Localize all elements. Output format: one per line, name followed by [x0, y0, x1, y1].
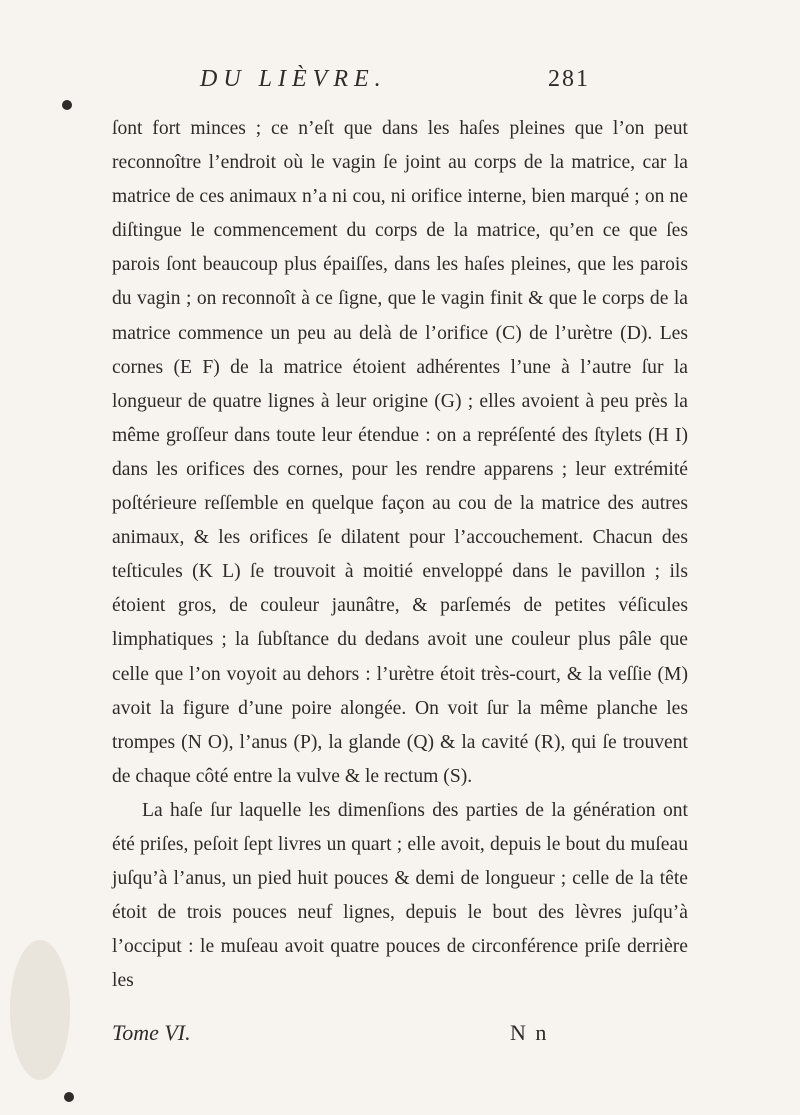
body-text	[112, 112, 688, 998]
page-footer	[112, 1020, 688, 1054]
ink-dot-mark	[64, 1092, 74, 1102]
volume-label: Tome VI.	[112, 1020, 191, 1045]
paragraph: ſont fort minces ; ce n’eſt que dans les haſes pleines que l’on peut reconnoître l’endroit où le vagin ſe joint au corps de la matrice, car la matrice de ces animaux n’a ni cou, ni orifice interne, bien marqué ; on ne diſtingue le commencement du corps de la matrice, qu’en ce que ſes parois ſont beaucoup plus épaiſſes, dans les haſes pleines, que les parois du vagin ; on reconnoît à ce ſigne, que le vagin finit & que le corps de la matrice commence un peu au delà de l’orifice (C) de l’urètre (D). Les cornes (E F) de la matrice étoient adhérentes l’une à l’autre ſur la longueur de quatre lignes à leur origine (G) ; elles avoient à peu près la même groſſeur dans toute leur étendue : on a repréſenté des ſtylets (H I) dans les orifices des cornes, pour les rendre apparens ; leur extrémité poſtérieure reſſemble en quelque façon au cou de la matrice des autres animaux, & les orifices ſe dilatent pour l’accouchement. Chacun des teſticules (K L) ſe trouvoit à moitié enveloppé dans le pavillon ; ils étoient gros, de couleur jaunâtre, & parſemés de petites véſicules limphatiques ; la ſubſtance du dedans avoit une couleur plus pâle que celle que l’on voyoit au dehors : l’urètre étoit très-court, & la veſſie (M) avoit la figure d’une poire alongée. On voit ſur la même planche les trompes (N O), l’anus (P), la glande (Q) & la cavité (R), qui ſe trouvent de chaque côté entre la vulve & le rectum (S).	[112, 118, 688, 787]
page-number: 281	[548, 66, 590, 92]
ink-dot-mark	[62, 100, 72, 110]
paragraph: La haſe ſur laquelle les dimenſions des parties de la génération ont été priſes, peſoit ſept livres un quart ; elle avoit, depuis le bout du muſeau juſqu’à l’anus, un pied huit pouces & demi de longueur ; celle de la tête étoit de trois pouces neuf lignes, depuis le bout des lèvres juſqu’à l’occiput : le muſeau avoit quatre pouces de circonférence priſe derrière les	[112, 799, 688, 992]
signature-mark: N n	[510, 1020, 549, 1045]
running-header	[200, 66, 590, 106]
paper-stain	[10, 940, 70, 1080]
running-title: DU LIÈVRE.	[200, 66, 387, 92]
